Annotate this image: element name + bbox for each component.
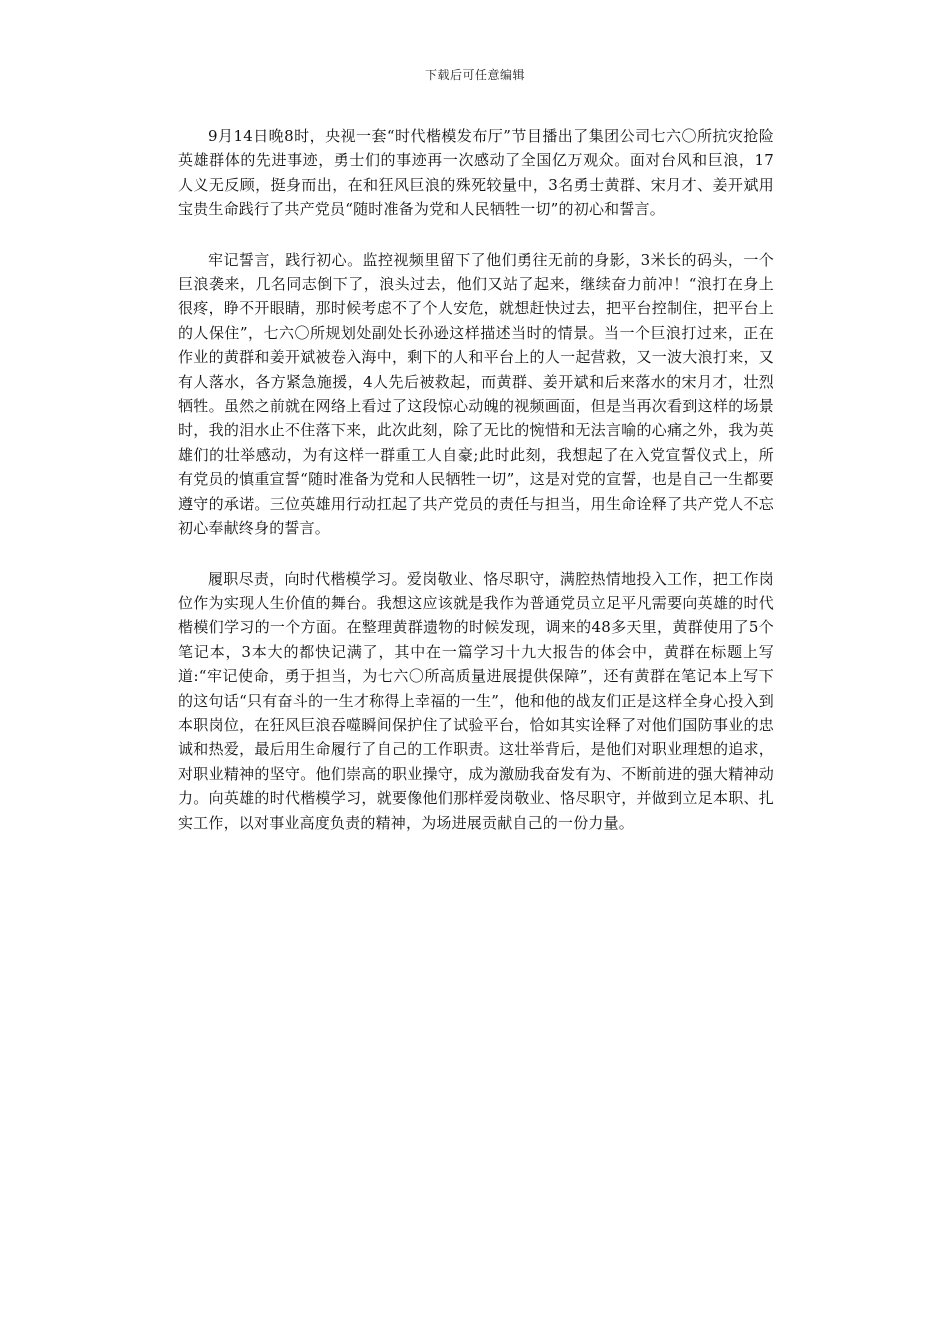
paragraph-intro: 9月14日晚8时，央视一套“时代楷模发布厅”节目播出了集团公司七六〇所抗灾抢险英雄群体的先进事迹，勇士们的事迹再一次感动了全国亿万观众。面对台风和巨浪，17人义无反顾，挺身而出，在和狂风巨浪的殊死较量中，3名勇士黄群、宋月才、姜开斌用宝贵生命践行了共产党员“随时准备为党和人民牺牲一切”的初心和誓言。 xyxy=(178,127,774,219)
paragraph-duty: 履职尽责，向时代楷模学习。爱岗敬业、恪尽职守，满腔热情地投入工作，把工作岗位作为实现人生价值的舞台。我想这应该就是我作为普通党员立足平凡需要向英雄的时代楷模们学习的一个方面。在整理黄群遗物的时候发现，调来的48多天里，黄群使用了5个笔记本，3本大的都快记满了，其中在一篇学习十九大报告的体会中，黄群在标题上写道:“牢记使命，勇于担当，为七六〇所高质量进展提供保障”，还有黄群在笔记本上写下的这句话“只有奋斗的一生才称得上幸福的一生”，他和他的战友们正是这样全身心投入到本职岗位，在狂风巨浪吞噬瞬间保护住了试验平台，恰如其实诠释了对他们国防事业的忠诚和热爱，最后用生命履行了自己的工作职责。这壮举背后，是他们对职业理想的追求，对职业精神的坚守。他们崇高的职业操守，成为激励我奋发有为、不断前进的强大精神动力。向英雄的时代楷模学习，就要像他们那样爱岗敬业、恪尽职守，并做到立足本职、扎实工作，以对事业高度负责的精神，为场进展贡献自己的一份力量。 xyxy=(178,569,774,832)
document-body xyxy=(178,124,774,861)
paragraph-vow: 牢记誓言，践行初心。监控视频里留下了他们勇往无前的身影，3米长的码头，一个巨浪袭来，几名同志倒下了，浪头过去，他们又站了起来，继续奋力前冲！“浪打在身上很疼，睁不开眼睛，那时候考虑不了个人安危，就想赶快过去，把平台控制住，把平台上的人保住”，七六〇所规划处副处长孙逊这样描述当时的情景。当一个巨浪打过来，正在作业的黄群和姜开斌被卷入海中，剩下的人和平台上的人一起营救，又一波大浪打来，又有人落水，各方紧急施援，4人先后被救起，而黄群、姜开斌和后来落水的宋月才，壮烈牺牲。虽然之前就在网络上看过了这段惊心动魄的视频画面，但是当再次看到这样的场景时，我的泪水止不住落下来，此次此刻，除了无比的惋惜和无法言喻的心痛之外，我为英雄们的壮举感动，为有这样一群重工人自豪;此时此刻，我想起了在入党宣誓仪式上，所有党员的慎重宣誓“随时准备为党和人民牺牲一切”，这是对党的宣誓，也是自己一生都要遵守的承诺。三位英雄用行动扛起了共产党员的责任与担当，用生命诠释了共产党人不忘初心奉献终身的誓言。 xyxy=(178,250,774,538)
download-edit-note: 下载后可任意编辑 xyxy=(424,68,525,82)
